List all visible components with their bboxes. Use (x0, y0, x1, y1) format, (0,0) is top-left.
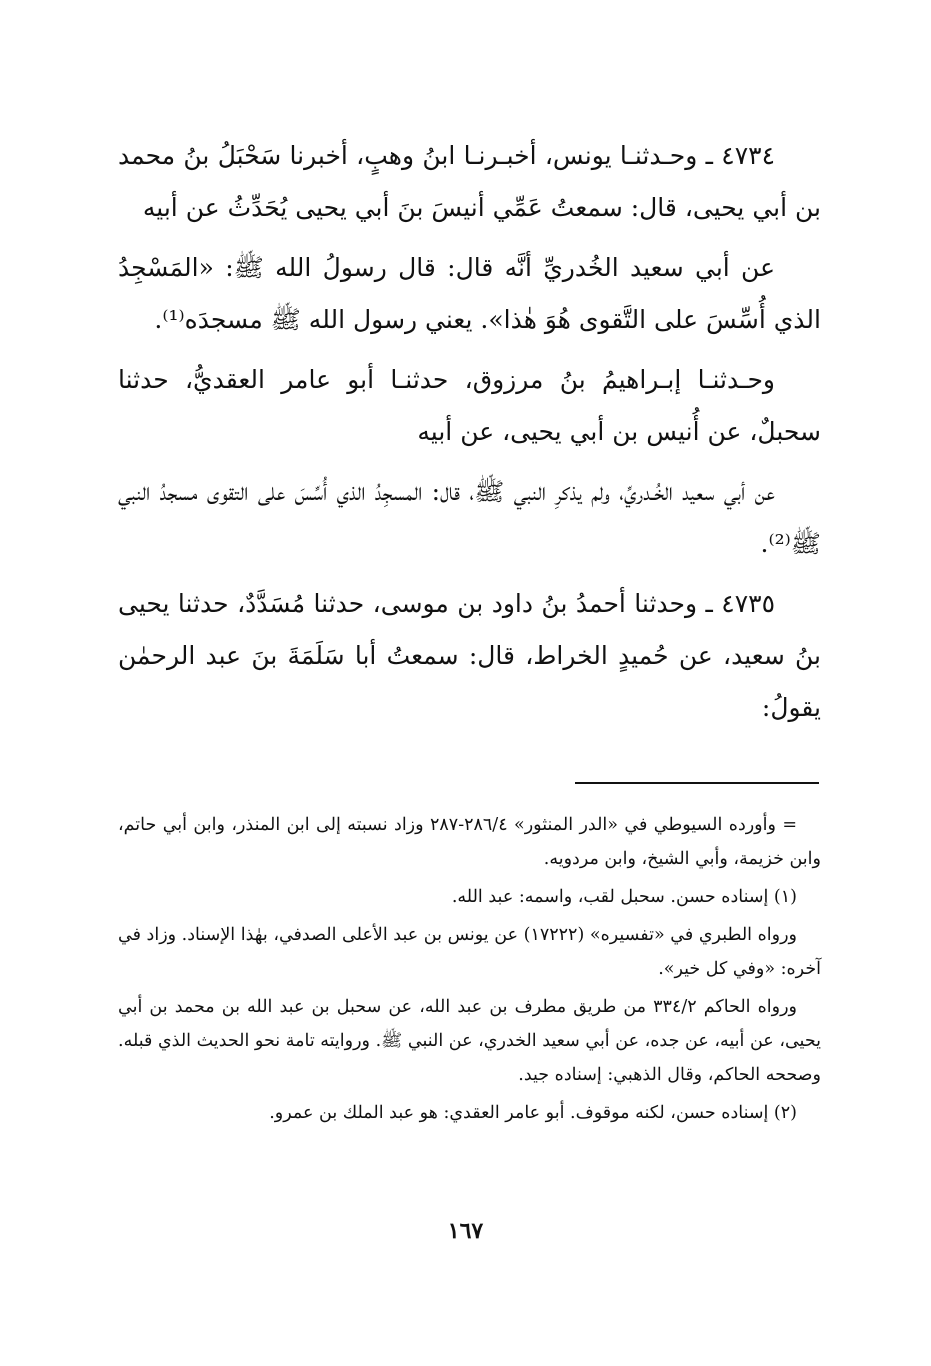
footnote-continuation: = وأورده السيوطي في «الدر المنثور» ٢٨٦/٤-٢٨٧ وزاد نسبته إلى ابن المنذر، وابن أبي حاتم، وابن خزيمة، وأبي الشيخ، وابن مردويه. (118, 815, 821, 869)
hadith-paragraph: عن أبي سعيد الخُـدريِّ، ولم يذكرِ النبي ﷺ، قال: المسجِدُ الذي أُسِّسَ على التقوى مسجدُ النبي ﷺ⁽²⁾. (118, 477, 821, 558)
page-number: ١٦٧ (447, 1218, 484, 1244)
footnote-1-detail: ورواه الطبري في «تفسيره» (١٧٢٢٢) عن يونس بن عبد الأعلى الصدفي، بهٰذا الإسناد. وزاد في آخره: «وفي كل خير». (118, 925, 821, 979)
footnote-1: (١) إسناده حسن. سحبل لقب، واسمه: عبد الله. (451, 887, 797, 907)
hadith-paragraph: عن أبي سعيد الخُدريِّ أنَّه قال: قال رسولُ الله ﷺ: «المَسْجِدُ الذي أُسِّسَ على التَّقوى هُوَ هٰذا». يعني رسول الله ﷺ مسجدَه⁽¹⁾. (118, 253, 821, 334)
footnote-2: (٢) إسناده حسن، لكنه موقوف. أبو عامر العقدي: هو عبد الملك بن عمرو. (269, 1103, 797, 1123)
hadith-paragraph: ٤٧٣٥ ـ وحدثنا أحمدُ بنُ داود بن موسى، حدثنا مُسَدَّدٌ، حدثنا يحيى بنُ سعيد، عن حُميدٍ الخراط، قال: سمعتُ أبا سَلَمَةَ بنَ عبد الرحمٰن يقولُ: (118, 589, 821, 722)
footnote-separator (575, 782, 819, 784)
footnotes (118, 808, 821, 1134)
main-text (118, 130, 821, 742)
hadith-paragraph: ٤٧٣٤ ـ وحـدثنـا يونس، أخبـرنـا ابنُ وهبٍ، أخبرنا سَحْبَلُ بنُ محمد بن أبي يحيى، قال: سمعتُ عَمِّي أنيسَ بنَ أبي يحيى يُحَدِّثُ عن أبيه (118, 141, 821, 222)
footnote-1-detail: ورواه الحاكم ٣٣٤/٢ من طريق مطرف بن عبد الله، عن سحبل بن عبد الله بن محمد بن أبي يحيى، عن أبيه، عن جده، عن أبي سعيد الخدري، عن النبي ﷺ. وروايته تامة نحو الحديث الذي قبله. وصححه الحاكم، وقال الذهبي: إسناده جيد. (118, 997, 821, 1085)
hadith-paragraph: وحـدثنـا إبـراهيمُ بنُ مرزوق، حدثنـا أبو عامر العقديُّ، حدثنا سحبلٌ، عن أُنيس بن أبي يحيى، عن أبيه (118, 365, 821, 446)
